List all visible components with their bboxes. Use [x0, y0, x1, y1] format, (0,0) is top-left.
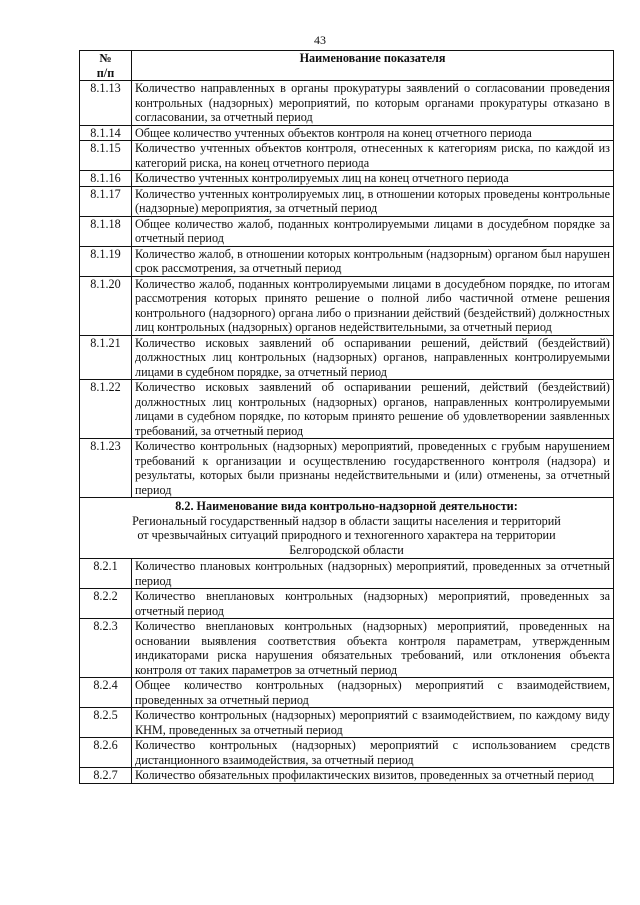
row-number: 8.2.6	[80, 738, 132, 768]
row-indicator-text: Количество жалоб, в отношении которых контрольным (надзорным) органом был нарушен срок рассмотрения, за отчетный период	[132, 246, 614, 276]
row-indicator-text: Общее количество учтенных объектов контроля на конец отчетного периода	[132, 125, 614, 141]
row-number: 8.1.21	[80, 335, 132, 380]
rows-group-8-1	[80, 81, 614, 498]
row-indicator-text: Количество исковых заявлений об оспаривании решений, действий (бездействий) должностных лиц контрольных (надзорных) органов, направленных контролируемыми лицами в судебном порядке, за отчетный период	[132, 335, 614, 380]
row-indicator-text: Количество контрольных (надзорных) мероприятий с взаимодействием, по каждому виду КНМ, проведенных за отчетный период	[132, 708, 614, 738]
row-number: 8.2.3	[80, 619, 132, 678]
section-cell	[80, 498, 614, 559]
section-row	[80, 498, 614, 559]
table-row	[80, 276, 614, 335]
header-number	[80, 51, 132, 81]
section-line-2: от чрезвычайных ситуаций природного и техногенного характера на территории	[137, 528, 556, 542]
section-8-2	[80, 498, 614, 559]
table-row	[80, 589, 614, 619]
table-row	[80, 708, 614, 738]
row-number: 8.1.15	[80, 141, 132, 171]
table-header-row	[80, 51, 614, 81]
table-row	[80, 678, 614, 708]
row-number: 8.1.23	[80, 439, 132, 498]
row-number: 8.1.13	[80, 81, 132, 126]
row-indicator-text: Количество внеплановых контрольных (надзорных) мероприятий, проведенных за отчетный период	[132, 589, 614, 619]
table-row	[80, 768, 614, 784]
table-row	[80, 335, 614, 380]
row-number: 8.1.19	[80, 246, 132, 276]
row-number: 8.1.18	[80, 216, 132, 246]
row-number: 8.2.5	[80, 708, 132, 738]
table-row	[80, 738, 614, 768]
row-number: 8.1.14	[80, 125, 132, 141]
rows-group-8-2	[80, 559, 614, 784]
header-indicator-name: Наименование показателя	[132, 51, 614, 81]
table-row	[80, 246, 614, 276]
row-indicator-text: Количество контрольных (надзорных) мероприятий с использованием средств дистанционного взаимодействия, за отчетный период	[132, 738, 614, 768]
table-row	[80, 171, 614, 187]
row-number: 8.2.1	[80, 559, 132, 589]
row-indicator-text: Общее количество жалоб, поданных контролируемыми лицами в досудебном порядке за отчетный период	[132, 216, 614, 246]
table-row	[80, 439, 614, 498]
row-indicator-text: Количество обязательных профилактических визитов, проведенных за отчетный период	[132, 768, 614, 784]
indicators-table	[79, 50, 614, 784]
row-indicator-text: Количество внеплановых контрольных (надзорных) мероприятий, проведенных на основании выявления соответствия объекта контроля параметрам, утвержденным индикаторами риска нарушения обязательных требований, или отклонения объекта контроля от таких параметров за отчетный период	[132, 619, 614, 678]
section-line-1: Региональный государственный надзор в области защиты населения и территорий	[132, 513, 561, 528]
row-number: 8.2.4	[80, 678, 132, 708]
header-number-line1: №	[99, 51, 112, 65]
row-number: 8.2.2	[80, 589, 132, 619]
row-number: 8.1.16	[80, 171, 132, 187]
row-indicator-text: Количество исковых заявлений об оспаривании решений, действий (бездействий) должностных лиц контрольных (надзорных) органов, направленных контролируемыми лицами в судебном порядке, по которым принято решение об удовлетворении заявленных требований, за отчетный период	[132, 380, 614, 439]
row-indicator-text: Количество жалоб, поданных контролируемыми лицами в досудебном порядке, по итогам рассмотрения которых принято решение о полной либо частичной отмене решения контрольного (надзорного) органа либо о признании действий (бездействий) должностных лиц контрольных (надзорных) органов недействительными, за отчетный период	[132, 276, 614, 335]
row-number: 8.1.17	[80, 186, 132, 216]
table-row	[80, 81, 614, 126]
row-number: 8.1.22	[80, 380, 132, 439]
table-row	[80, 141, 614, 171]
row-indicator-text: Количество направленных в органы прокуратуры заявлений о согласовании проведения контрольных (надзорных) мероприятий, по которым органами прокуратуры отказано в согласовании, за отчетный период	[132, 81, 614, 126]
table-row	[80, 559, 614, 589]
section-title: 8.2. Наименование вида контрольно-надзорной деятельности:	[175, 499, 518, 513]
row-indicator-text: Количество учтенных контролируемых лиц на конец отчетного периода	[132, 171, 614, 187]
table-row	[80, 125, 614, 141]
table-row	[80, 619, 614, 678]
row-indicator-text: Количество плановых контрольных (надзорных) мероприятий, проведенных за отчетный период	[132, 559, 614, 589]
section-line-3: Белгородской области	[289, 542, 404, 557]
row-indicator-text: Общее количество контрольных (надзорных) мероприятий с взаимодействием, проведенных за отчетный период	[132, 678, 614, 708]
row-indicator-text: Количество учтенных контролируемых лиц, в отношении которых проведены контрольные (надзорные) мероприятия, за отчетный период	[132, 186, 614, 216]
row-indicator-text: Количество учтенных объектов контроля, отнесенных к категориям риска, по каждой из категорий риска, на конец отчетного периода	[132, 141, 614, 171]
page-number: 43	[314, 33, 326, 47]
table-row	[80, 186, 614, 216]
header-number-line2: п/п	[96, 65, 115, 80]
row-number: 8.1.20	[80, 276, 132, 335]
row-number: 8.2.7	[80, 768, 132, 784]
table-row	[80, 216, 614, 246]
row-indicator-text: Количество контрольных (надзорных) мероприятий, проведенных с грубым нарушением требований к организации и осуществлению государственного контроля (надзора) и результаты, которых были признаны недействительными и (или) отменены, за отчетный период	[132, 439, 614, 498]
table-row	[80, 380, 614, 439]
